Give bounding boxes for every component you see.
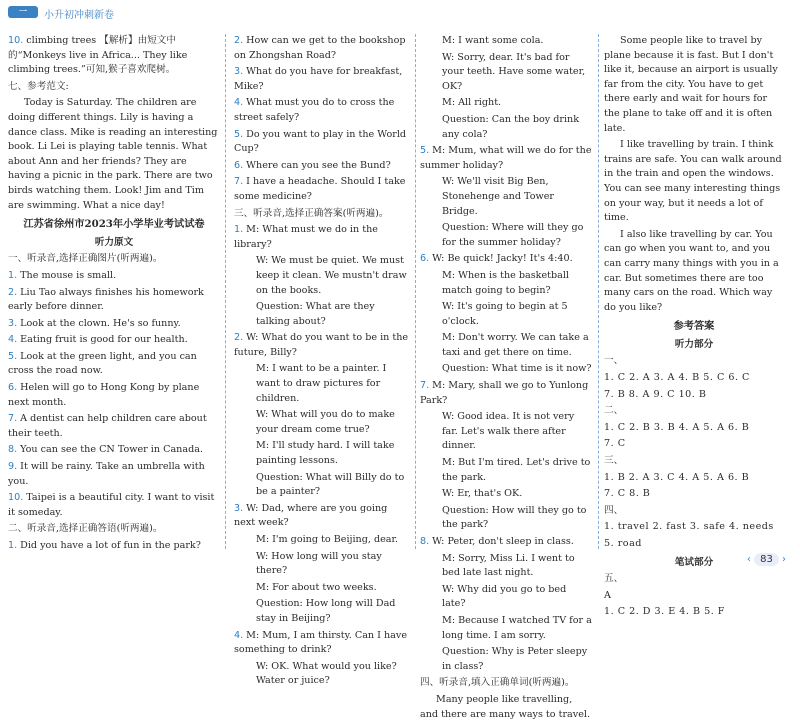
text-line [234, 581, 410, 596]
text-line [420, 51, 592, 95]
item-text: M: Mum, what will we do for the summer holiday? [420, 145, 592, 171]
item-text: Look at the green light, and you can cross the road now. [8, 350, 197, 377]
item-number: 10. [8, 35, 24, 46]
answer-row: 1. C 2. D 3. E 4. B 5. F [604, 606, 725, 618]
column-3 [420, 34, 592, 724]
item-text: The mouse is small. [20, 269, 117, 281]
item-text: It will be rainy. Take an umbrella with you. [8, 461, 205, 487]
text-line [8, 412, 220, 441]
text-line [234, 550, 410, 579]
column-4 [604, 34, 784, 622]
item-text: M: I'll study hard. I will take painting lessons. [256, 440, 395, 467]
item-number: 4. [8, 334, 18, 346]
question-heading: 三、 [604, 455, 624, 467]
item-text: M: For about two weeks. [256, 581, 377, 593]
text-line [420, 456, 592, 485]
item-text: Do you want to play in the World Cup? [234, 128, 407, 155]
section-title: 参考答案 [673, 320, 715, 333]
text-line [8, 460, 220, 489]
text-line [234, 254, 410, 298]
item-number: 5. [8, 350, 18, 362]
text-line [604, 138, 784, 226]
item-text: M: Sorry, Miss Li. I went to bed late last night. [442, 552, 575, 579]
answer-row: 7. C [604, 438, 626, 450]
text-line [420, 487, 592, 502]
answer-row: 1. B 2. A 3. C 4. A 5. A 6. B [604, 471, 750, 483]
section-subtitle: 听力部分 [674, 338, 714, 350]
item-number: 4. [234, 629, 244, 641]
item-number: 7. [420, 380, 430, 392]
text-line [604, 228, 784, 316]
item-text: Question: How will they go to the park? [442, 504, 587, 531]
text-line [420, 552, 592, 581]
text-line [420, 34, 592, 49]
item-text: Where can you see the Bund? [246, 159, 391, 171]
text-line [8, 350, 220, 379]
text-line [420, 535, 592, 550]
item-text: Some people like to travel by plane because it is fast. But I don't like it, because an airport is usually far from the city. You have to get there early and wait for hours for the plane to take off and it is often late. [604, 35, 778, 134]
text-line [8, 317, 220, 332]
item-text: climbing trees 【解析】由短文中的“Monkeys live in Africa... They like climbing trees.”可知,猴子喜欢爬树。 [8, 35, 188, 76]
item-text: M: But I'm tired. Let's drive to the park. [442, 457, 591, 483]
item-text: M: When is the basketball match going to begin? [442, 269, 569, 296]
text-line [420, 693, 592, 722]
item-text: M: I want to be a painter. I want to draw pictures for children. [256, 363, 387, 404]
column-divider [225, 34, 226, 549]
text-line [234, 331, 410, 360]
item-number: 9. [8, 461, 18, 473]
item-text: M: Mary, shall we go to Yunlong Park? [420, 380, 589, 406]
item-number: 6. [234, 159, 244, 171]
text-line [234, 439, 410, 468]
item-text: W: How long will you stay there? [256, 550, 382, 577]
question-heading: A [604, 589, 611, 601]
question-heading: 五、 [604, 573, 624, 585]
text-line [420, 144, 592, 173]
item-text: W: Good idea. It is not very far. Let's walk there after dinner. [442, 411, 575, 452]
section-title: 江苏省徐州市2023年小学毕业考试试卷 [23, 218, 205, 231]
item-number: 3. [8, 317, 18, 329]
item-text: Question: What time is it now? [442, 363, 592, 375]
section-subtitle: 笔试部分 [674, 556, 714, 568]
prev-page-icon[interactable]: ‹ [746, 554, 751, 565]
text-line [234, 96, 410, 125]
question-heading: 四、听录音,填入正确单词(听两遍)。 [420, 677, 575, 689]
item-text: Did you have a lot of fun in the park? [20, 540, 201, 551]
text-line [8, 491, 220, 520]
item-number: 7. [234, 176, 244, 188]
item-text: M: Mum, I am thirsty. Can I have something to drink? [234, 629, 408, 656]
question-heading: 二、 [604, 405, 624, 417]
page-footer [747, 553, 786, 566]
text-line [234, 362, 410, 406]
item-number: 8. [420, 536, 430, 547]
item-text: W: Dad, where are you going next week? [234, 502, 388, 529]
text-line [420, 113, 592, 142]
item-number: 7. [8, 413, 18, 425]
item-text: What must you do to cross the street safely? [234, 97, 395, 123]
item-number: 5. [234, 128, 244, 140]
column-divider [415, 34, 416, 549]
item-number: 4. [234, 97, 244, 109]
item-text: Taipei is a beautiful city. I want to visit it someday. [8, 492, 215, 518]
item-text: I have a headache. Should I take some medicine? [234, 176, 406, 202]
item-text: W: Why did you go to bed late? [442, 583, 567, 610]
item-number: 2. [8, 286, 18, 298]
item-text: M: I'm going to Beijing, dear. [256, 534, 399, 545]
text-line [234, 159, 410, 174]
item-number: 2. [234, 332, 244, 344]
answer-row: 7. C 8. B [604, 488, 651, 500]
item-text: Eating fruit is good for our health. [20, 334, 188, 346]
item-text: M: I want some cola. [442, 35, 544, 46]
item-text: Question: What will Billy do to be a painter? [256, 471, 405, 498]
item-text: W: OK. What would you like? Water or juice? [256, 660, 397, 687]
item-text: W: We must be quiet. We must keep it clean. We mustn't draw on the books. [256, 255, 407, 296]
item-text: Question: What are they talking about? [256, 301, 375, 327]
next-page-icon[interactable]: › [782, 554, 786, 565]
answer-row: 1. C 2. A 3. A 4. B 5. C 6. C [604, 372, 750, 384]
item-text: M: Don't worry. We can take a taxi and get there on time. [442, 332, 589, 358]
text-line [420, 504, 592, 533]
item-text: Liu Tao always finishes his homework early before dinner. [8, 286, 204, 313]
text-line [8, 269, 220, 284]
text-line [234, 223, 410, 252]
text-line [234, 502, 410, 531]
item-number: 6. [8, 382, 18, 394]
item-text: W: Peter, don't sleep in class. [432, 536, 574, 547]
item-text: W: Be quick! Jacky! It's 4:40. [432, 253, 573, 265]
text-line [420, 96, 592, 111]
text-line [234, 629, 410, 658]
text-line [420, 252, 592, 267]
text-line [234, 65, 410, 94]
text-line [234, 471, 410, 500]
item-text: Helen will go to Hong Kong by plane next month. [8, 382, 200, 408]
item-text: Question: Can the boy drink any cola? [442, 113, 580, 140]
question-heading: 一、 [604, 355, 624, 367]
text-line [420, 645, 592, 674]
text-line [234, 660, 410, 689]
text-line [8, 381, 220, 410]
item-text: W: We'll visit Big Ben, Stonehenge and Tower Bridge. [442, 176, 554, 217]
item-number: 8. [8, 444, 18, 456]
page-header [0, 0, 800, 26]
item-text: Question: Why is Peter sleepy in class? [442, 646, 588, 672]
text-line [420, 410, 592, 454]
text-line [420, 175, 592, 219]
item-text: I also like travelling by car. You can go when you want to, and you can carry many things with you in a car. But sometimes there are too many cars on the road. Which way do you like? [604, 228, 779, 313]
item-text: M: Because I watched TV for a long time. I am sorry. [442, 614, 592, 641]
item-text: W: Er, that's OK. [442, 488, 523, 500]
item-text: W: What do you want to be in the future, Billy? [234, 332, 409, 358]
item-text: M: What must we do in the library? [234, 224, 378, 250]
text-line [234, 408, 410, 437]
answer-row: 1. C 2. B 3. B 4. A 5. A 6. B [604, 421, 750, 433]
item-number: 1. [8, 540, 18, 551]
item-number: 1. [8, 269, 18, 281]
item-text: W: What will you do to make your dream come true? [256, 409, 395, 435]
item-text: What do you have for breakfast, Mike? [234, 66, 403, 92]
text-line [8, 34, 220, 78]
answer-row: 1. travel 2. fast 3. safe 4. needs [604, 521, 774, 533]
item-number: 6. [420, 253, 430, 265]
text-line [8, 286, 220, 315]
page-number: 83 [754, 553, 779, 566]
item-text: How can we get to the bookshop on Zhongshan Road? [234, 35, 406, 61]
text-line [420, 379, 592, 408]
item-text: I like travelling by train. I think trains are safe. You can walk around in the train and open the windows. You can see many interesting things on your way, but it needs a lot of time. [604, 139, 782, 224]
item-text: M: All right. [442, 97, 502, 109]
text-line [604, 34, 784, 136]
text-line [420, 614, 592, 643]
question-heading: 二、听录音,选择正确答语(听两遍)。 [8, 523, 163, 535]
item-number: 5. [420, 145, 430, 157]
text-line [420, 221, 592, 250]
item-number: 1. [234, 224, 244, 236]
text-line [234, 533, 410, 548]
text-line [8, 96, 220, 213]
item-number: 2. [234, 35, 244, 46]
column-2 [234, 34, 410, 691]
item-text: You can see the CN Tower in Canada. [20, 444, 203, 456]
item-text: W: Sorry, dear. It's bad for your teeth. Have some water, OK? [442, 51, 586, 92]
column-divider [598, 34, 599, 549]
text-line [234, 34, 410, 63]
text-line [8, 539, 220, 554]
text-line [420, 269, 592, 298]
item-number: 3. [234, 66, 244, 78]
item-text: Today is Saturday. The children are doing different things. Lily is having a dance class. Mike is reading an interesting book. Li Lei is playing table tennis. What about Ann and her friends? They are having a picnic in the park. There are two birds watching them. Look! Jim and Tim are swimming. What a nice day! [8, 97, 218, 211]
text-line [234, 175, 410, 204]
text-line [420, 362, 592, 377]
text-line [420, 331, 592, 360]
question-heading: 三、听录音,选择正确答案(听两遍)。 [234, 207, 389, 219]
item-text: Question: How long will Dad stay in Beijing? [256, 598, 396, 624]
answer-row: 5. road [604, 538, 642, 549]
item-text: A dentist can help children care about their teeth. [8, 413, 207, 439]
question-heading: 四、 [604, 504, 624, 516]
item-number: 10. [8, 492, 24, 504]
header-title: 小升初冲刺新卷 [44, 10, 114, 21]
text-line [234, 128, 410, 157]
item-number: 3. [234, 502, 244, 514]
item-text: Question: Where will they go for the summer holiday? [442, 222, 584, 248]
text-line [234, 300, 410, 329]
text-line [420, 583, 592, 612]
item-text: Many people like travelling, and there are many ways to travel. [420, 693, 590, 720]
text-line [234, 597, 410, 626]
column-1 [8, 34, 220, 556]
item-text: W: It's going to begin at 5 o'clock. [442, 301, 568, 327]
brand-logo: 一 [8, 6, 38, 18]
answer-row: 7. B 8. A 9. C 10. B [604, 388, 707, 400]
question-heading: 一、听录音,选择正确图片(听两遍)。 [8, 253, 163, 265]
text-line [420, 300, 592, 329]
text-line [8, 333, 220, 348]
section-subtitle: 听力原文 [94, 236, 134, 248]
question-heading: 七、参考范文: [8, 80, 69, 92]
text-line [8, 443, 220, 458]
item-text: Look at the clown. He's so funny. [20, 317, 181, 329]
